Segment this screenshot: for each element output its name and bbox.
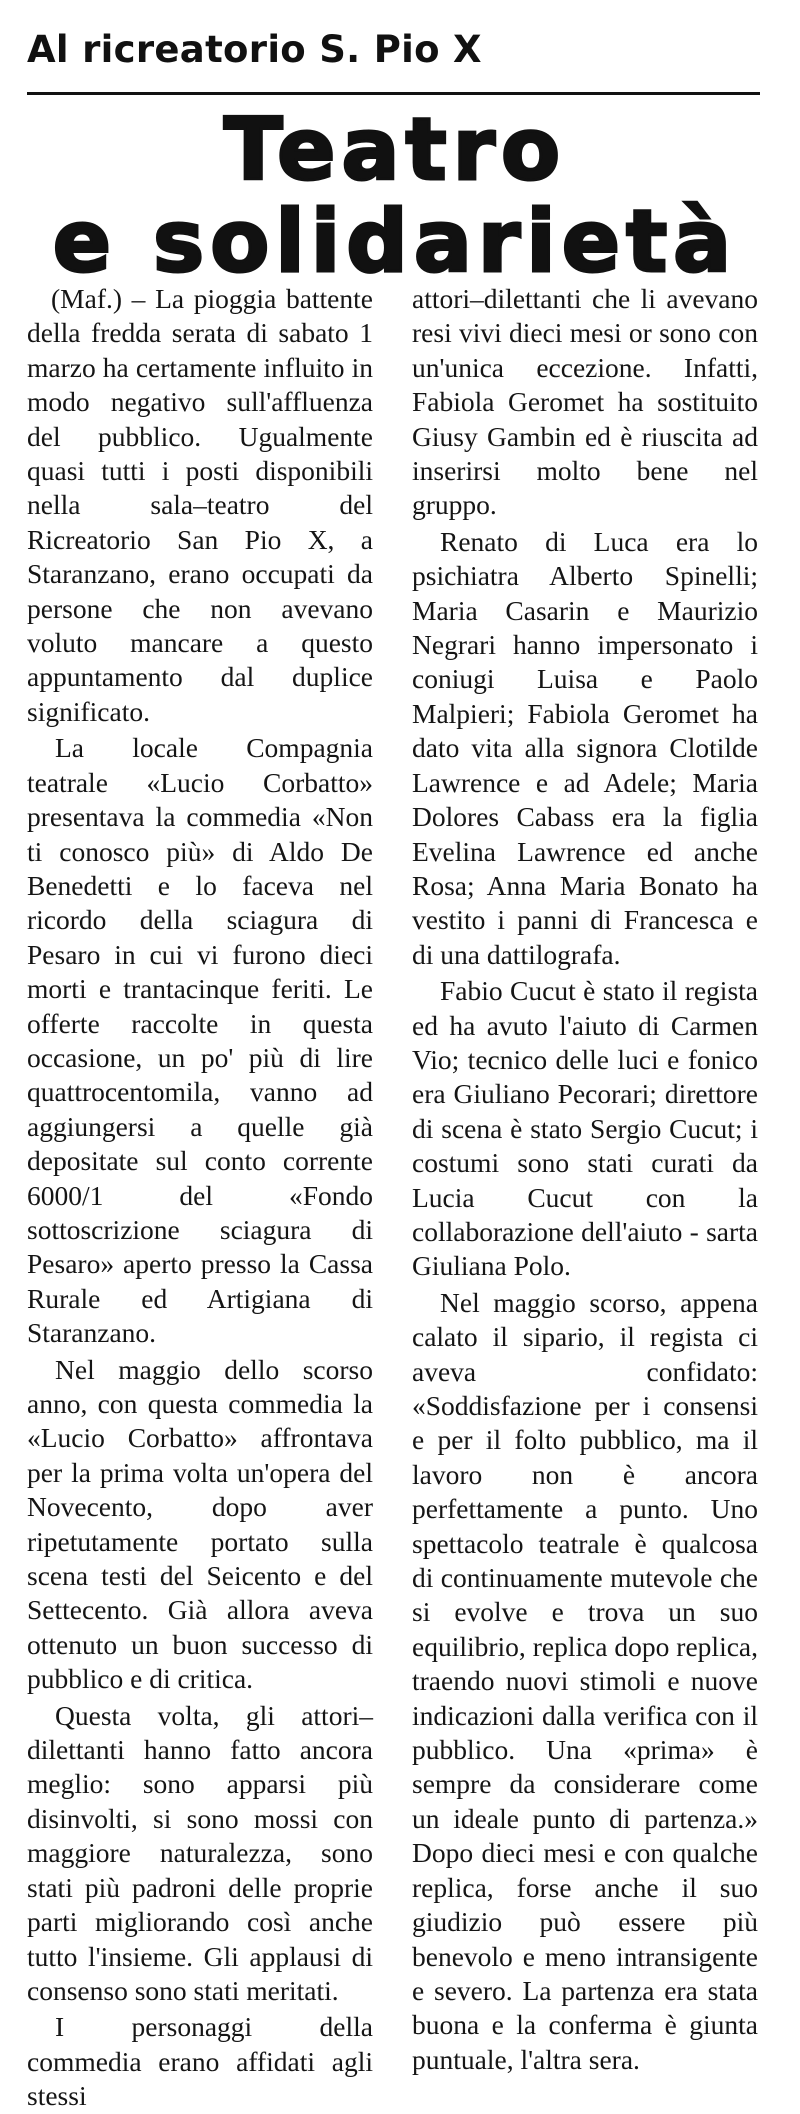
paragraph: attori–dilettanti che li avevano resi vivi dieci mesi or sono con un'unica eccezione. Infatti, Fabiola Geromet ha sostituito Giusy Gambin ed è riuscita ad inserirsi molto bene nel gruppo. [412, 283, 758, 521]
article-column-right [412, 282, 758, 2077]
paragraph: La locale Compagnia teatrale «Lucio Corbatto» presentava la commedia «Non ti conosco più» di Aldo De Benedetti e lo faceva nel ricordo della sciagura di Pesaro in cui vi furono dieci morti e trantacinque feriti. Le offerte raccolte in questa occasione, un po' più di lire quattrocentomila, vanno ad aggiungersi a quelle già depositate sul conto corrente 6000/1 del «Fondo sottoscrizione sciagura di Pesaro» aperto presso la Cassa Rurale ed Artigiana di Staranzano. [27, 732, 373, 1349]
paragraph: Nel maggio scorso, appena calato il sipario, il regista ci aveva confidato: «Soddisfazione per i consensi e per il folto pubblico, ma il lavoro non è ancora perfettamente a punto. Uno spettacolo teatrale è qualcosa di continuamente mutevole che si evolve e trova un suo equilibrio, replica dopo replica, traendo nuovi stimoli e nuove indicazioni dalla verifica con il pubblico. Una «prima» è sempre da considerare come un ideale punto di partenza.» Dopo dieci mesi e con qualche replica, forse anche il suo giudizio può essere più benevolo e meno intransigente e severo. La partenza era stata buona e la conferma è giunta puntuale, l'altra sera. [412, 1286, 758, 2075]
divider-rule [27, 92, 760, 95]
paragraph: I personaggi della commedia erano affidati agli stessi [27, 2011, 373, 2112]
paragraph: Nel maggio dello scorso anno, con questa commedia la «Lucio Corbatto» affrontava per la prima volta un'opera del Novecento, dopo aver ripetutamente portato sulla scena testi del Seicento e del Settecento. Già allora aveva ottenuto un buon successo di pubblico e di critica. [27, 1353, 373, 1695]
headline-line-2: e solidarietà [52, 192, 738, 292]
paragraph: (Maf.) – La pioggia battente della fredda serata di sabato 1 marzo ha certamente influito in modo negativo sull'affluenza del pubblico. Ugualmente quasi tutti i posti disponibili nella sala–teatro del Ricreatorio San Pio X, a Staranzano, erano occupati da persone che non avevano voluto mancare a questo appuntamento dal duplice significato. [27, 283, 373, 727]
headline-line-1: Teatro [223, 100, 567, 200]
paragraph: Questa volta, gli attori–dilettanti hanno fatto ancora meglio: sono apparsi più disinvolti, si sono mossi con maggiore naturalezza, sono stati più padroni delle proprie parti migliorando così anche tutto l'insieme. Gli applausi di consenso sono stati meritati. [27, 1699, 373, 2006]
headline [30, 100, 760, 292]
paragraph: Renato di Luca era lo psichiatra Alberto Spinelli; Maria Casarin e Maurizio Negrari hanno impersonato i coniugi Luisa e Paolo Malpieri; Fabiola Geromet ha dato vita alla signora Clotilde Lawrence e ad Adele; Maria Dolores Cabass era la figlia Evelina Lawrence ed anche Rosa; Anna Maria Bonato ha vestito i panni di Francesca e di una dattilografa. [412, 525, 758, 970]
article-column-left [27, 282, 373, 2114]
kicker-heading: Al ricreatorio S. Pio X [27, 28, 482, 71]
paragraph: Fabio Cucut è stato il regista ed ha avuto l'aiuto di Carmen Vio; tecnico delle luci e fonico era Giuliano Pecorari; direttore di scena è stato Sergio Cucut; i costumi sono stati curati da Lucia Cucut con la collaborazione dell'aiuto - sarta Giuliana Polo. [412, 975, 758, 1282]
